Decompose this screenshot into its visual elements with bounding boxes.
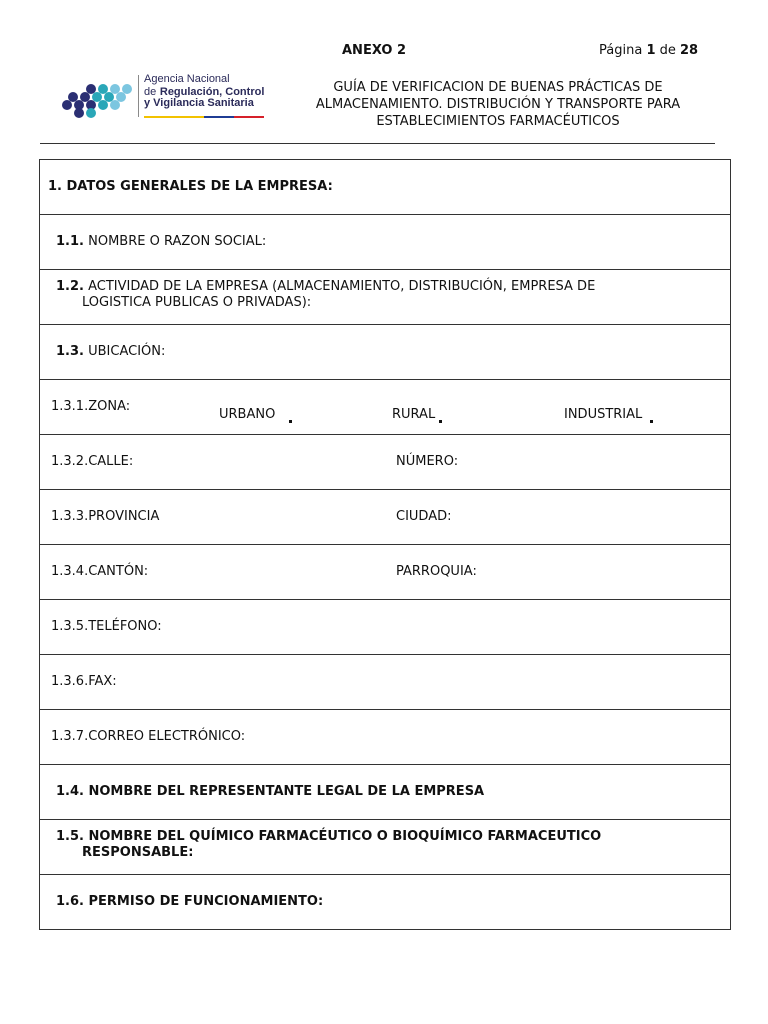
- parish-label: PARROQUIA:: [396, 564, 477, 579]
- logo-flag-stripe: [144, 116, 264, 118]
- guide-line-2: ALMACENAMIENTO. DISTRIBUCIÓN Y TRANSPORTE PARA: [315, 97, 681, 112]
- form-row-province[interactable]: [40, 490, 730, 545]
- zone-option-industrial[interactable]: INDUSTRIAL: [564, 407, 643, 422]
- zone-option-rural[interactable]: RURAL: [392, 407, 436, 422]
- field-label: UBICACIÓN:: [88, 344, 166, 359]
- form-row-company-name[interactable]: [40, 215, 730, 270]
- logo-text: [144, 74, 264, 109]
- annex-title: ANEXO 2: [342, 43, 407, 58]
- form-row-canton[interactable]: [40, 545, 730, 600]
- field-number: 1.4.: [56, 784, 84, 799]
- field-label: ACTIVIDAD DE LA EMPRESA (ALMACENAMIENTO, DISTRIBUCIÓN, EMPRESA DE: [88, 279, 596, 294]
- number-label: NÚMERO:: [396, 454, 459, 469]
- field-label: NOMBRE DEL QUÍMICO FARMACÉUTICO O BIOQUÍMICO FARMACEUTICO: [88, 829, 602, 844]
- form-row-fax[interactable]: [40, 655, 730, 710]
- form-row-legal-representative[interactable]: [40, 765, 730, 820]
- logo-dot: [86, 108, 96, 118]
- form-row-location: [40, 325, 730, 380]
- field-label-continued: LOGISTICA PUBLICAS O PRIVADAS):: [82, 295, 312, 310]
- email-label: 1.3.7.CORREO ELECTRÓNICO:: [51, 729, 246, 744]
- guide-title: [292, 79, 704, 130]
- field-number: 1.2.: [56, 279, 84, 294]
- form-row-street[interactable]: [40, 435, 730, 490]
- form-row-email[interactable]: [40, 710, 730, 765]
- section-1-title: 1. DATOS GENERALES DE LA EMPRESA:: [48, 179, 333, 194]
- field-label-continued: RESPONSABLE:: [82, 845, 194, 860]
- zone-option-urban[interactable]: URBANO: [219, 407, 276, 422]
- zone-rural-checkbox[interactable]: [439, 420, 442, 423]
- province-label: 1.3.3.PROVINCIA: [51, 509, 160, 524]
- form-row-pharmacist[interactable]: [40, 820, 730, 875]
- form-row-zone: [40, 380, 730, 435]
- page-word: Página: [599, 43, 643, 58]
- form-row-company-activity[interactable]: [40, 270, 730, 325]
- logo-dot: [122, 84, 132, 94]
- zone-label: 1.3.1.ZONA:: [51, 399, 131, 414]
- fax-label: 1.3.6.FAX:: [51, 674, 117, 689]
- pharmacist-label: [56, 829, 716, 861]
- street-label: 1.3.2.CALLE:: [51, 454, 134, 469]
- city-label: CIUDAD:: [396, 509, 452, 524]
- guide-line-1: GUÍA DE VERIFICACION DE BUENAS PRÁCTICAS DE: [333, 80, 663, 95]
- canton-label: 1.3.4.CANTÓN:: [51, 564, 149, 579]
- page-current: 1: [646, 43, 656, 58]
- zone-industrial-checkbox[interactable]: [650, 420, 653, 423]
- logo-line-2-bold: Regulación, Control: [159, 86, 265, 98]
- header-divider: [40, 143, 715, 144]
- form-row-operating-permit[interactable]: [40, 875, 730, 930]
- page-total: 28: [680, 43, 699, 58]
- field-label: PERMISO DE FUNCIONAMIENTO:: [88, 894, 324, 909]
- page-number: [599, 43, 698, 58]
- company-activity-label: [56, 279, 716, 311]
- logo-dot: [110, 100, 120, 110]
- logo-line-1: Agencia Nacional: [144, 73, 230, 85]
- field-number: 1.5.: [56, 829, 84, 844]
- field-label: NOMBRE DEL REPRESENTANTE LEGAL DE LA EMPRESA: [88, 784, 485, 799]
- field-number: 1.3.: [56, 344, 84, 359]
- field-label: NOMBRE O RAZON SOCIAL:: [88, 234, 267, 249]
- legal-representative-label: [56, 784, 484, 800]
- zone-urban-checkbox[interactable]: [289, 420, 292, 423]
- form-row-section-1: [40, 160, 730, 215]
- agency-logo: [58, 72, 273, 124]
- field-number: 1.1.: [56, 234, 84, 249]
- page-of: de: [659, 43, 676, 58]
- logo-line-3: y Vigilancia Sanitaria: [144, 97, 254, 109]
- phone-label: 1.3.5.TELÉFONO:: [51, 619, 162, 634]
- logo-dot: [68, 92, 78, 102]
- company-name-label: [56, 234, 266, 250]
- logo-divider: [138, 75, 139, 117]
- logo-line-2-prefix: de: [144, 86, 157, 98]
- location-label: [56, 344, 165, 360]
- operating-permit-label: [56, 894, 323, 910]
- field-number: 1.6.: [56, 894, 84, 909]
- logo-dot: [74, 108, 84, 118]
- company-data-form: [39, 159, 731, 930]
- form-row-phone[interactable]: [40, 600, 730, 655]
- guide-line-3: ESTABLECIMIENTOS FARMACÉUTICOS: [376, 114, 620, 129]
